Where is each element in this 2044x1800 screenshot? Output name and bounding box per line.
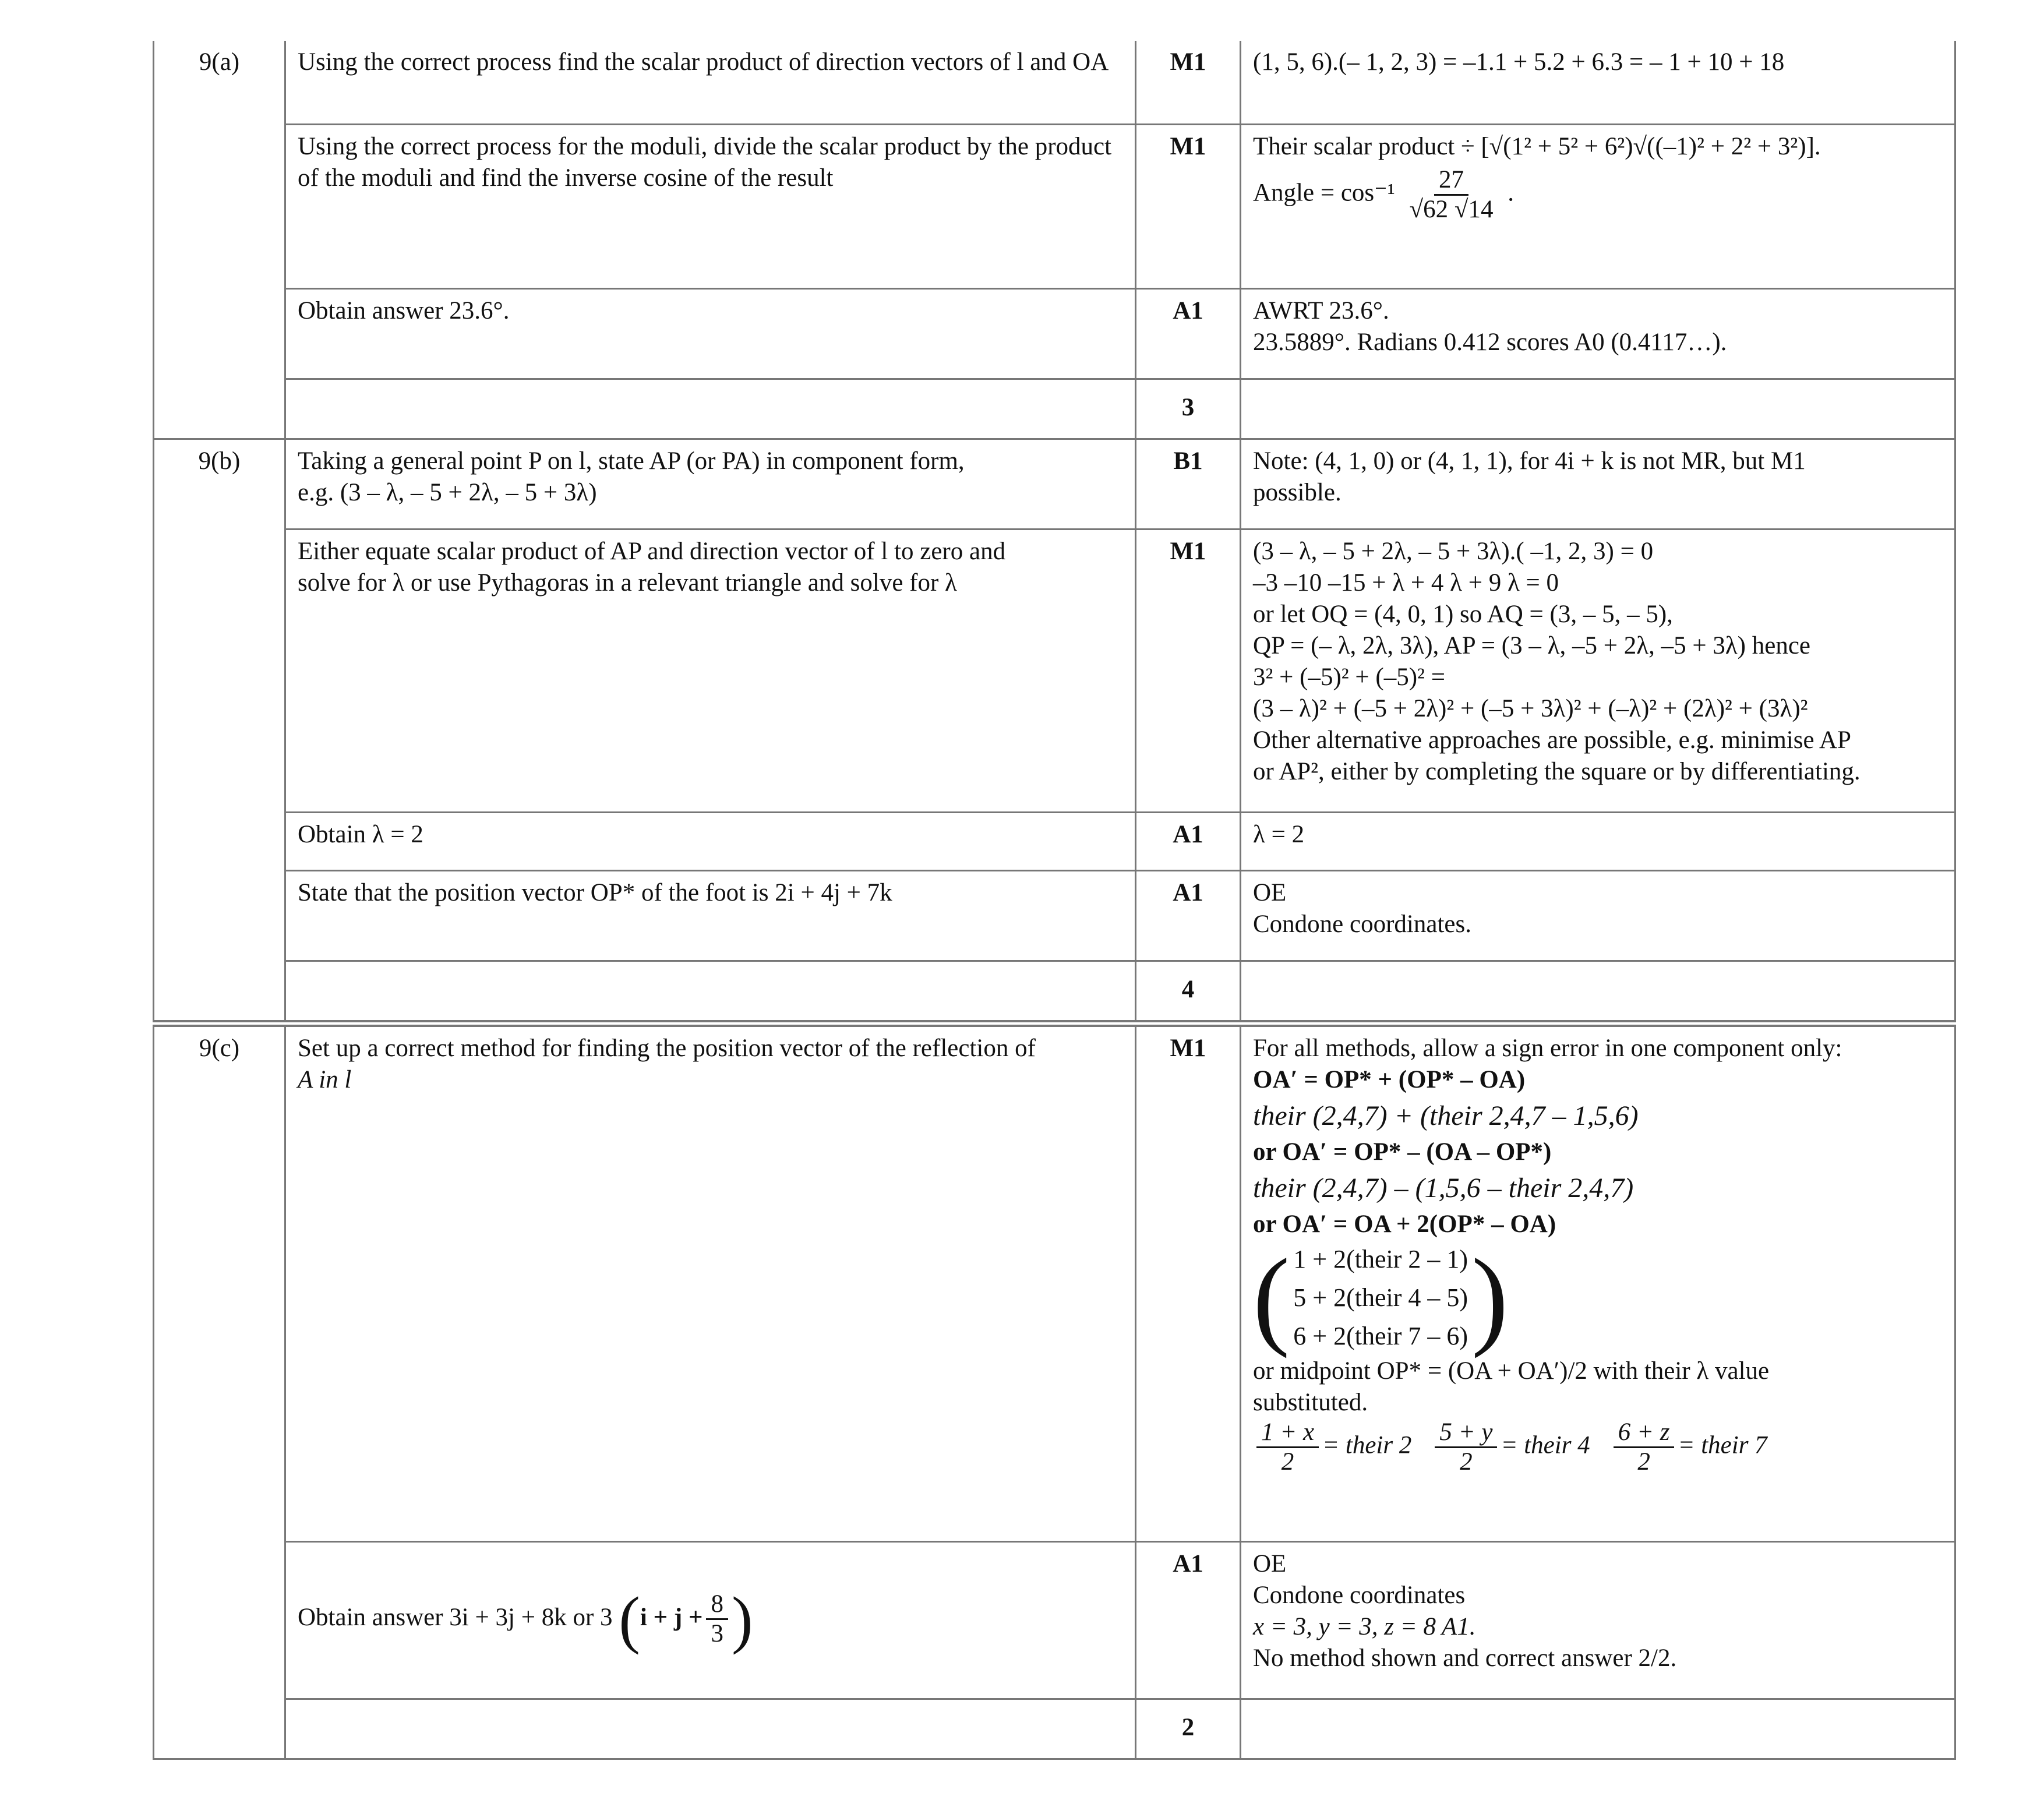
left-paren: ( [1253,1236,1290,1359]
guidance-cell [1241,1542,1955,1699]
table-row [154,529,1955,812]
guidance-cell [1241,1023,1955,1542]
guidance-line: x = 3, y = 3, z = 8 A1. [1253,1613,1476,1640]
answer-cell: Using the correct process find the scalar product of direction vectors of l and OA [285,41,1136,124]
matrix-entry: 6 + 2(their 7 – 6) [1293,1321,1468,1350]
guidance-text: Their scalar product ÷ [√(1² + 5² + 6²)√((–1)² + 2² + 3²)]. [1253,132,1821,160]
table-row [154,812,1955,870]
guidance-line: their (2,4,7) + (their 2,4,7 – 1,5,6) [1253,1100,1639,1131]
marks-cell: A1 [1136,1542,1241,1699]
total-marks: 2 [1136,1699,1241,1759]
guidance-line: OE [1253,1550,1287,1577]
guidance-line: (3 – λ, – 5 + 2λ, – 5 + 3λ).( –1, 2, 3) = 0 [1253,537,1654,565]
equation-z [1610,1418,1767,1476]
fraction-numerator: 6 + z [1614,1418,1675,1448]
question-number [154,1023,285,1759]
table-row [154,1023,1955,1542]
guidance-line: AWRT 23.6°. [1253,297,1389,324]
answer-line: Set up a correct method for finding the position vector of the reflection of [298,1034,1036,1062]
right-paren: ) [1471,1236,1509,1359]
fraction-numerator: 1 + x [1256,1418,1319,1448]
guidance-line: OA′ = OP* + (OP* – OA) [1253,1065,1526,1093]
answer-line: solve for λ or use Pythagoras in a relevant triangle and solve for λ [298,569,957,597]
question-label: 9(b) [198,447,241,475]
marks-cell: M1 [1136,529,1241,812]
guidance-cell [1241,439,1955,529]
marks-cell: A1 [1136,288,1241,379]
guidance-line: –3 –10 –15 + λ + 4 λ + 9 λ = 0 [1253,569,1559,597]
answer-line: Taking a general point P on l, state AP (or PA) in component form, [298,447,965,475]
answer-line: e.g. (3 – λ, – 5 + 2λ, – 5 + 3λ) [298,478,597,506]
guidance-line: Condone coordinates. [1253,910,1471,938]
answer-cell: Obtain λ = 2 [285,812,1136,870]
equation-x [1253,1418,1411,1476]
answer-cell: Obtain answer 23.6°. [285,288,1136,379]
total-marks: 3 [1136,379,1241,439]
fraction-numerator: 27 [1434,166,1468,196]
guidance-cell [1241,870,1955,961]
guidance-line: substituted. [1253,1388,1368,1416]
equation-y [1431,1418,1590,1476]
answer-line: Either equate scalar product of AP and direction vector of l to zero and [298,537,1006,565]
fraction-denominator: 2 [1460,1448,1473,1476]
guidance-cell [1241,379,1955,439]
equation-rhs: = their 7 [1678,1431,1767,1459]
fraction [1405,166,1498,224]
fraction-numerator: 8 [706,1590,728,1620]
guidance-line: or let OQ = (4, 0, 1) so AQ = (3, – 5, – 5), [1253,600,1673,628]
fullstop: . [1508,178,1514,206]
table-row [154,870,1955,961]
guidance-line: OE [1253,878,1287,906]
guidance-cell: (1, 5, 6).(– 1, 2, 3) = –1.1 + 5.2 + 6.3 = – 1 + 10 + 18 [1241,41,1955,124]
guidance-line: 23.5889°. Radians 0.412 scores A0 (0.4117…). [1253,328,1727,356]
table-row [154,124,1955,288]
guidance-line: or OA′ = OA + 2(OP* – OA) [1253,1210,1556,1238]
fraction-denominator: 2 [1281,1448,1294,1476]
total-marks: 4 [1136,961,1241,1023]
answer-text: Obtain answer 3i + 3j + 8k or 3 [298,1603,613,1631]
guidance-line: Other alternative approaches are possible, e.g. minimise AP [1253,726,1851,754]
guidance-cell [1241,961,1955,1023]
table-row [154,439,1955,529]
guidance-line: Condone coordinates [1253,1582,1466,1609]
guidance-line: possible. [1253,478,1342,506]
equation-rhs: = their 2 [1322,1431,1412,1459]
guidance-line: (3 – λ)² + (–5 + 2λ)² + (–5 + 3λ)² + (–λ)² + (2λ)² + (3λ)² [1253,694,1808,722]
guidance-line: QP = (– λ, 2λ, 3λ), AP = (3 – λ, –5 + 2λ, –5 + 3λ) hence [1253,631,1811,659]
guidance-line: No method shown and correct answer 2/2. [1253,1644,1677,1672]
guidance-cell [1241,1699,1955,1759]
question-label: 9(c) [199,1034,240,1062]
table-row [154,41,1955,124]
matrix [1253,1236,1509,1359]
table-row [154,961,1955,1023]
answer-cell [285,1023,1136,1542]
guidance-cell [1241,288,1955,379]
guidance-line: For all methods, allow a sign error in one component only: [1253,1034,1842,1062]
table-row [154,1699,1955,1759]
guidance-line: or OA′ = OP* – (OA – OP*) [1253,1138,1552,1166]
guidance-line: or AP², either by completing the square or by differentiating. [1253,757,1861,785]
answer-cell [285,961,1136,1023]
guidance-cell: λ = 2 [1241,812,1955,870]
marks-cell: A1 [1136,812,1241,870]
answer-cell [285,1542,1136,1699]
marks-cell: M1 [1136,1023,1241,1542]
table-row [154,288,1955,379]
marks-cell: B1 [1136,439,1241,529]
question-number [154,41,285,439]
equation-rhs: = their 4 [1501,1431,1590,1459]
guidance-line: Note: (4, 1, 0) or (4, 1, 1), for 4i + k is not MR, but M1 [1253,447,1806,475]
answer-line: A in l [298,1065,352,1093]
fraction-denominator: 2 [1637,1448,1650,1476]
answer-cell: Using the correct process for the moduli, divide the scalar product by the product of the moduli and find the inverse cosine of the result [285,124,1136,288]
matrix-entry: 1 + 2(their 2 – 1) [1293,1244,1468,1273]
answer-cell [285,1699,1136,1759]
marks-cell: M1 [1136,124,1241,288]
answer-cell [285,529,1136,812]
guidance-line [1253,131,1943,163]
question-label: 9(a) [199,48,240,76]
table-row [154,1542,1955,1699]
fraction-denominator: √62 √14 [1409,195,1494,223]
matrix-entry: 5 + 2(their 4 – 5) [1293,1283,1468,1312]
angle-label: Angle = cos⁻¹ [1253,178,1395,206]
question-number [154,439,285,1023]
answer-line [298,1583,1123,1655]
midpoint-equations [1253,1418,1767,1476]
right-paren: ) [731,1583,753,1655]
mark-scheme-table [153,41,1956,1760]
marks-cell: M1 [1136,41,1241,124]
guidance-line: or midpoint OP* = (OA + OA′)/2 with their λ value [1253,1357,1770,1385]
table-row [154,379,1955,439]
guidance-line: 3² + (–5)² + (–5)² = [1253,663,1445,691]
marks-cell: A1 [1136,870,1241,961]
fraction-denominator: 3 [711,1620,723,1647]
guidance-cell [1241,124,1955,288]
matrix-column [1290,1240,1471,1356]
left-paren: ( [619,1583,640,1655]
fraction [706,1590,728,1648]
angle-formula [1253,166,1943,224]
answer-cell: State that the position vector OP* of the foot is 2i + 4j + 7k [285,870,1136,961]
fraction-numerator: 5 + y [1435,1418,1497,1448]
column-vector [1253,1236,1943,1359]
answer-text: i + j + [640,1603,703,1631]
guidance-cell [1241,529,1955,812]
answer-cell [285,379,1136,439]
guidance-line: their (2,4,7) – (1,5,6 – their 2,4,7) [1253,1172,1634,1203]
answer-cell [285,439,1136,529]
